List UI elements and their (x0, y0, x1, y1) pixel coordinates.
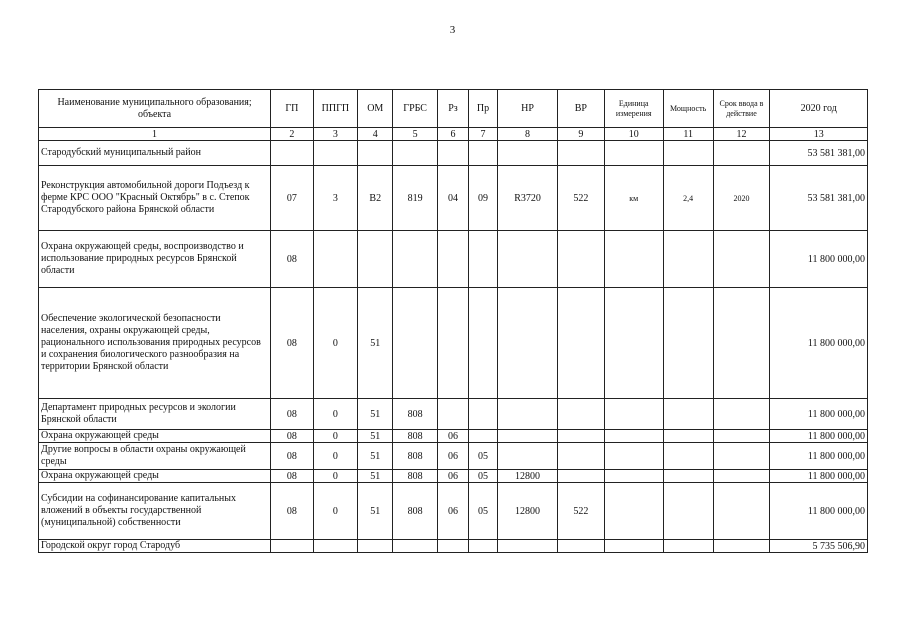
row-amount: 11 800 000,00 (770, 288, 868, 399)
row-amount: 53 581 381,00 (770, 141, 868, 166)
cell (497, 540, 557, 553)
budget-table (38, 89, 868, 553)
header-pr: Пр (468, 90, 497, 128)
header-grbs: ГРБС (393, 90, 438, 128)
cell: R3720 (497, 166, 557, 231)
cell: 0 (313, 443, 358, 470)
cell (713, 483, 770, 540)
cell: 51 (358, 443, 393, 470)
column-number: 5 (393, 128, 438, 141)
cell (713, 288, 770, 399)
cell (468, 288, 497, 399)
table-body (39, 141, 868, 553)
cell (713, 443, 770, 470)
cell (497, 141, 557, 166)
cell (558, 288, 605, 399)
header-commission-date: Срок ввода в действие (713, 90, 770, 128)
cell: 808 (393, 483, 438, 540)
cell: 05 (468, 483, 497, 540)
cell: 06 (437, 430, 468, 443)
cell: 08 (271, 443, 313, 470)
cell (558, 443, 605, 470)
cell: 522 (558, 166, 605, 231)
header-om: ОМ (358, 90, 393, 128)
cell (393, 288, 438, 399)
cell (468, 231, 497, 288)
row-name: Охрана окружающей среды, воспроизводство и использование природных ресурсов Брянской области (39, 231, 271, 288)
column-number: 2 (271, 128, 313, 141)
cell (558, 141, 605, 166)
cell (604, 483, 663, 540)
column-number: 10 (604, 128, 663, 141)
cell: 12800 (497, 470, 557, 483)
cell (558, 399, 605, 430)
row-amount: 11 800 000,00 (770, 430, 868, 443)
column-number: 6 (437, 128, 468, 141)
row-name: Субсидии на софинансирование капитальных вложений в объекты государственной (муниципальной) собственности (39, 483, 271, 540)
cell (663, 231, 713, 288)
row-name: Реконструкция автомобильной дороги Подъезд к ферме КРС ООО "Красный Октябрь" в с. Степок Стародубского района Брянской области (39, 166, 271, 231)
cell: 0 (313, 483, 358, 540)
cell: 07 (271, 166, 313, 231)
header-capacity: Мощность (663, 90, 713, 128)
cell: 522 (558, 483, 605, 540)
cell (604, 540, 663, 553)
cell (497, 443, 557, 470)
cell (393, 231, 438, 288)
cell (393, 141, 438, 166)
cell (663, 141, 713, 166)
cell: 08 (271, 470, 313, 483)
cell: 04 (437, 166, 468, 231)
cell: 05 (468, 470, 497, 483)
column-number: 1 (39, 128, 271, 141)
table-row (39, 231, 868, 288)
cell: 0 (313, 399, 358, 430)
cell: 0 (313, 288, 358, 399)
cell (468, 430, 497, 443)
cell: 06 (437, 483, 468, 540)
cell (437, 288, 468, 399)
cell: 51 (358, 430, 393, 443)
row-amount: 11 800 000,00 (770, 470, 868, 483)
cell: 2020 (713, 166, 770, 231)
table-row (39, 141, 868, 166)
cell (271, 141, 313, 166)
cell (497, 288, 557, 399)
column-number: 4 (358, 128, 393, 141)
cell (663, 430, 713, 443)
row-amount: 5 735 506,90 (770, 540, 868, 553)
cell (497, 430, 557, 443)
cell (497, 231, 557, 288)
cell (604, 430, 663, 443)
table-row (39, 288, 868, 399)
column-number: 13 (770, 128, 868, 141)
cell (663, 399, 713, 430)
cell (358, 231, 393, 288)
cell (663, 483, 713, 540)
cell: 08 (271, 288, 313, 399)
row-amount: 11 800 000,00 (770, 231, 868, 288)
cell: 06 (437, 443, 468, 470)
cell (468, 399, 497, 430)
cell (604, 288, 663, 399)
cell (713, 399, 770, 430)
table-row (39, 430, 868, 443)
cell (468, 141, 497, 166)
cell: 12800 (497, 483, 557, 540)
table-row (39, 483, 868, 540)
cell (497, 399, 557, 430)
column-number: 9 (558, 128, 605, 141)
cell (558, 470, 605, 483)
row-name: Охрана окружающей среды (39, 430, 271, 443)
cell: 08 (271, 231, 313, 288)
cell: 09 (468, 166, 497, 231)
column-number: 3 (313, 128, 358, 141)
header-gp: ГП (271, 90, 313, 128)
row-amount: 11 800 000,00 (770, 399, 868, 430)
cell (313, 231, 358, 288)
row-name: Городской округ город Стародуб (39, 540, 271, 553)
cell (558, 540, 605, 553)
header-rz: Рз (437, 90, 468, 128)
table-row (39, 399, 868, 430)
cell (358, 141, 393, 166)
cell (313, 141, 358, 166)
table-row (39, 470, 868, 483)
column-number: 8 (497, 128, 557, 141)
cell (437, 399, 468, 430)
cell (663, 288, 713, 399)
cell (713, 540, 770, 553)
cell (604, 399, 663, 430)
page-number: 3 (449, 24, 456, 36)
table-row (39, 540, 868, 553)
header-name: Наименование муниципального образования; объекта (39, 90, 271, 128)
row-name: Охрана окружающей среды (39, 470, 271, 483)
cell (437, 540, 468, 553)
cell: 808 (393, 470, 438, 483)
cell: 08 (271, 399, 313, 430)
row-name: Другие вопросы в области охраны окружающей среды (39, 443, 271, 470)
cell: 08 (271, 483, 313, 540)
cell: 819 (393, 166, 438, 231)
cell: 05 (468, 443, 497, 470)
cell (358, 540, 393, 553)
cell (604, 470, 663, 483)
row-name: Обеспечение экологической безопасности населения, охраны окружающей среды, рационального использования природных ресурсов и сохранения биологического разнообразия на территории Брянской области (39, 288, 271, 399)
cell (604, 141, 663, 166)
row-name: Департамент природных ресурсов и экологии Брянской области (39, 399, 271, 430)
table-row (39, 166, 868, 231)
row-name: Стародубский муниципальный район (39, 141, 271, 166)
cell (663, 443, 713, 470)
cell (437, 231, 468, 288)
cell (713, 430, 770, 443)
cell (313, 540, 358, 553)
cell (558, 231, 605, 288)
cell (271, 540, 313, 553)
cell (468, 540, 497, 553)
cell: 808 (393, 443, 438, 470)
header-year-2020: 2020 год (770, 90, 868, 128)
table-row (39, 443, 868, 470)
cell: 808 (393, 399, 438, 430)
cell: 2,4 (663, 166, 713, 231)
column-number: 7 (468, 128, 497, 141)
cell: 0 (313, 470, 358, 483)
cell (604, 443, 663, 470)
header-row (39, 90, 868, 128)
cell: 51 (358, 288, 393, 399)
column-number-row (39, 128, 868, 141)
cell: 3 (313, 166, 358, 231)
cell: 0 (313, 430, 358, 443)
cell: 51 (358, 399, 393, 430)
cell (713, 231, 770, 288)
cell (437, 141, 468, 166)
cell (713, 470, 770, 483)
row-amount: 53 581 381,00 (770, 166, 868, 231)
cell: В2 (358, 166, 393, 231)
cell: 808 (393, 430, 438, 443)
cell (713, 141, 770, 166)
cell: 51 (358, 470, 393, 483)
cell: км (604, 166, 663, 231)
cell (604, 231, 663, 288)
cell (663, 470, 713, 483)
header-unit: Единица измерения (604, 90, 663, 128)
row-amount: 11 800 000,00 (770, 443, 868, 470)
header-vr: ВР (558, 90, 605, 128)
cell: 51 (358, 483, 393, 540)
cell: 06 (437, 470, 468, 483)
header-nr: НР (497, 90, 557, 128)
cell (558, 430, 605, 443)
row-amount: 11 800 000,00 (770, 483, 868, 540)
header-ppgp: ППГП (313, 90, 358, 128)
column-number: 12 (713, 128, 770, 141)
cell (393, 540, 438, 553)
column-number: 11 (663, 128, 713, 141)
cell: 08 (271, 430, 313, 443)
cell (663, 540, 713, 553)
